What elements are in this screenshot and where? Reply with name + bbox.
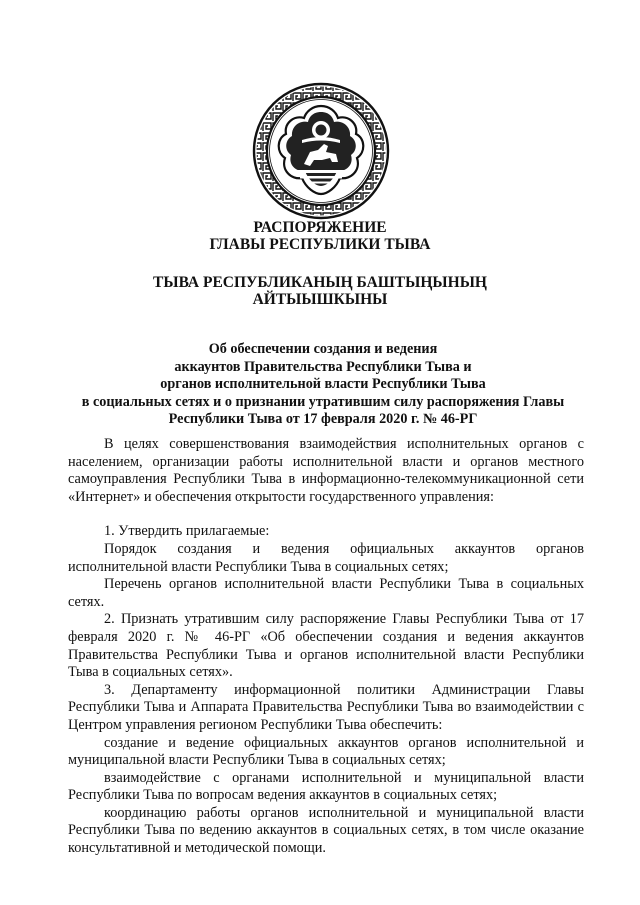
tuvan-issuer-line: ТЫВА РЕСПУБЛИКАНЫҢ БАШТЫҢЫНЫҢ (153, 274, 487, 291)
clause-1-item-procedure: Порядок создания и ведения официальных аккаунтов органов исполнительной власти Республики Тыва в социальных сетях; (68, 540, 584, 575)
issuer-line: ГЛАВЫ РЕСПУБЛИКИ ТЫВА (209, 236, 431, 253)
clause-3-item-accounts: создание и ведение официальных аккаунтов органов исполнительной и муниципальной власти Республики Тыва в социальных сетях; (68, 734, 584, 769)
clause-3: 3. Департаменту информационной политики Администрации Главы Республики Тыва и Аппарата Правительства Республики Тыва во взаимодействии с Центром управления регионом Республики Тыва обеспечить: (68, 681, 584, 733)
document-type-line: РАСПОРЯЖЕНИЕ (253, 219, 387, 236)
clause-1-item-list: Перечень органов исполнительной власти Республики Тыва в социальных сетях. (68, 576, 584, 610)
tuvan-heading (0, 274, 640, 308)
title-line: в социальных сетях и о признании утратившим силу распоряжения Главы (81, 393, 565, 410)
document-type-heading (0, 219, 640, 253)
clause-2: 2. Признать утратившим силу распоряжение Главы Республики Тыва от 17 февраля 2020 г. № 46-РГ «Об обеспечении создания и ведения аккаунтов Правительства Республики Тыва и органов исполнительной власти Республики Тыва в социальных сетях». (68, 611, 584, 681)
tuvan-document-type-line: АЙТЫЫШКЫНЫ (252, 291, 388, 308)
title-line: аккаунтов Правительства Республики Тыва и (174, 358, 472, 375)
document-title (40, 341, 606, 429)
title-line: органов исполнительной власти Республики Тыва (160, 376, 486, 393)
document-body (68, 436, 584, 858)
title-line: Республики Тыва от 17 февраля 2020 г. № 46-РГ (168, 411, 478, 428)
preamble-paragraph: В целях совершенствования взаимодействия исполнительных органов с населением, организации работы исполнительной власти и органов местного самоуправления Республики Тыва в информационно-телекоммуникационной сети «Интернет» и обеспечения открытости государственного управления: (68, 436, 584, 505)
coat-of-arms-emblem (252, 82, 390, 220)
clause-3-item-interaction: взаимодействие с органами исполнительной и муниципальной власти Республики Тыва по вопросам ведения аккаунтов в социальных сетях; (68, 769, 584, 804)
clause-1: 1. Утвердить прилагаемые: (104, 523, 270, 540)
title-line: Об обеспечении создания и ведения (208, 341, 438, 357)
clause-3-item-coordination: координацию работы органов исполнительной и муниципальной власти Республики Тыва по ведению аккаунтов в социальных сетях, в том числе оказание консультативной и методической помощи. (68, 804, 584, 857)
